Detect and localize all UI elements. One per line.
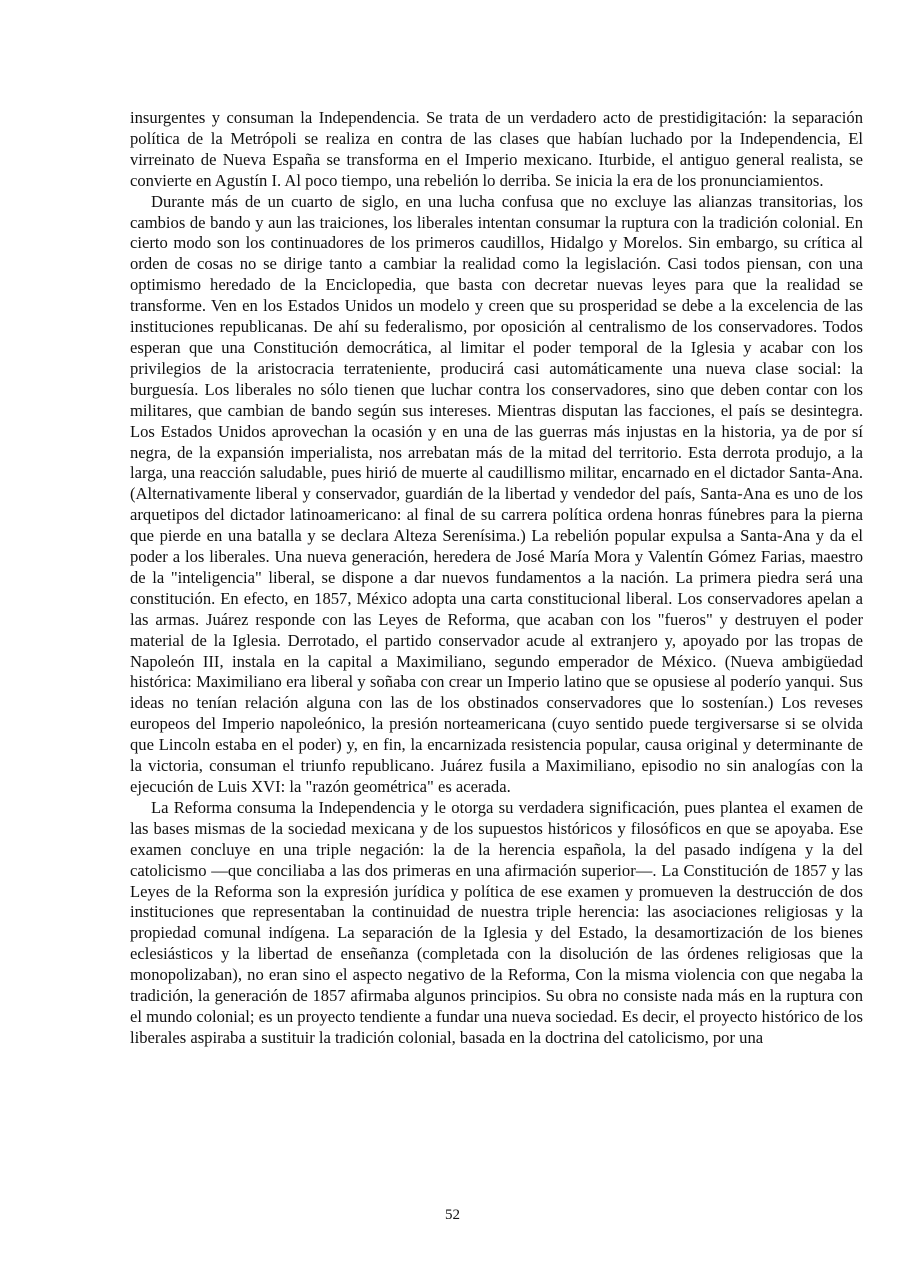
paragraph-3: La Reforma consuma la Independencia y le otorga su verdadera significación, pues plantea el examen de las bases mismas de la sociedad mexicana y de los supuestos históricos y filosóficos en que se apoyaba. Ese examen concluye en una triple negación: la de la herencia española, la del pasado indígena y la del catolicismo —que conciliaba a las dos primeras en una afirmación superior—. La Constitución de 1857 y las Leyes de la Reforma son la expresión jurídica y política de ese examen y promueven la destrucción de dos instituciones que representaban la continuidad de nuestra triple herencia: las asociaciones religiosas y la propiedad comunal indígena. La separación de la Iglesia y del Estado, la desamortización de los bienes eclesiásticos y la libertad de enseñanza (completada con la disolución de las órdenes religiosas que la monopolizaban), no eran sino el aspecto negativo de la Reforma, Con la misma violencia con que negaba la tradición, la generación de 1857 afirmaba algunos principios. Su obra no consiste nada más en la ruptura con el mundo colonial; es un proyecto tendiente a fundar una nueva sociedad. Es decir, el proyecto histórico de los liberales aspiraba a sustituir la tradición colonial, basada en la doctrina del catolicismo, por una [130,797,863,1047]
paragraph-2: Durante más de un cuarto de siglo, en una lucha confusa que no excluye las alianzas transitorias, los cambios de bando y aun las traiciones, los liberales intentan consumar la ruptura con la tradición colonial. En cierto modo son los continuadores de los primeros caudillos, Hidalgo y Morelos. Sin embargo, su crítica al orden de cosas no se dirige tanto a cambiar la realidad como la legislación. Casi todos piensan, con una optimismo heredado de la Enciclopedia, que basta con decretar nuevas leyes para que la realidad se transforme. Ven en los Estados Unidos un modelo y creen que su prosperidad se debe a la excelencia de las instituciones republicanas. De ahí su federalismo, por oposición al centralismo de los conservadores. Todos esperan que una Constitución democrática, al limitar el poder temporal de la Iglesia y acabar con los privilegios de la aristocracia terrateniente, producirá casi automáticamente una nueva clase social: la burguesía. Los liberales no sólo tienen que luchar contra los conservadores, sino que deben contar con los militares, que cambian de bando según sus intereses. Mientras disputan las facciones, el país se desintegra. Los Estados Unidos aprovechan la ocasión y en una de las guerras más injustas en la historia, ya de por sí negra, de la expansión imperialista, nos arrebatan más de la mitad del territorio. Esta derrota produjo, a la larga, una reacción saludable, pues hirió de muerte al caudillismo militar, encarnado en el dictador Santa-Ana. (Alternativamente liberal y conservador, guardián de la libertad y vendedor del país, Santa-Ana es uno de los arquetipos del dictador latinoamericano: al final de su carrera política ordena honras fúnebres para la pierna que pierde en una batalla y se declara Alteza Serenísima.) La rebelión popular expulsa a Santa-Ana y da el poder a los liberales. Una nueva generación, heredera de José María Mora y Valentín Gómez Farias, maestro de la "inteligencia" liberal, se dispone a dar nuevos fundamentos a la nación. La primera piedra será una constitución. En efecto, en 1857, México adopta una carta constitucional liberal. Los conservadores apelan a las armas. Juárez responde con las Leyes de Reforma, que acaban con los "fueros" y destruyen el poder material de la Iglesia. Derrotado, el partido conservador acude al extranjero y, apoyado por las tropas de Napoleón III, instala en la capital a Maximiliano, segundo emperador de México. (Nueva ambigüedad histórica: Maximiliano era liberal y soñaba con crear un Imperio latino que se opusiese al poderío yanqui. Sus ideas no tenían relación alguna con las de los obstinados conservadores que lo sostenían.) Los reveses europeos del Imperio napoleónico, la presión norteamericana (cuyo sentido puede tergiversarse si se olvida que Lincoln estaba en el poder) y, en fin, la encarnizada resistencia popular, causa original y determinante de la victoria, consuman el triunfo republicano. Juárez fusila a Maximiliano, episodio no sin analogías con la ejecución de Luis XVI: la "razón geométrica" es acerada. [130,191,863,796]
paragraph-1: insurgentes y consuman la Independencia. Se trata de un verdadero acto de prestidigitación: la separación política de la Metrópoli se realiza en contra de las clases que habían luchado por la Independencia, El virreinato de Nueva España se transforma en el Imperio mexicano. Iturbide, el antiguo general realista, se convierte en Agustín I. Al poco tiempo, una rebelión lo derriba. Se inicia la era de los pronunciamientos. [130,108,863,190]
page-number: 52 [445,1207,460,1223]
body-text [130,108,863,1049]
